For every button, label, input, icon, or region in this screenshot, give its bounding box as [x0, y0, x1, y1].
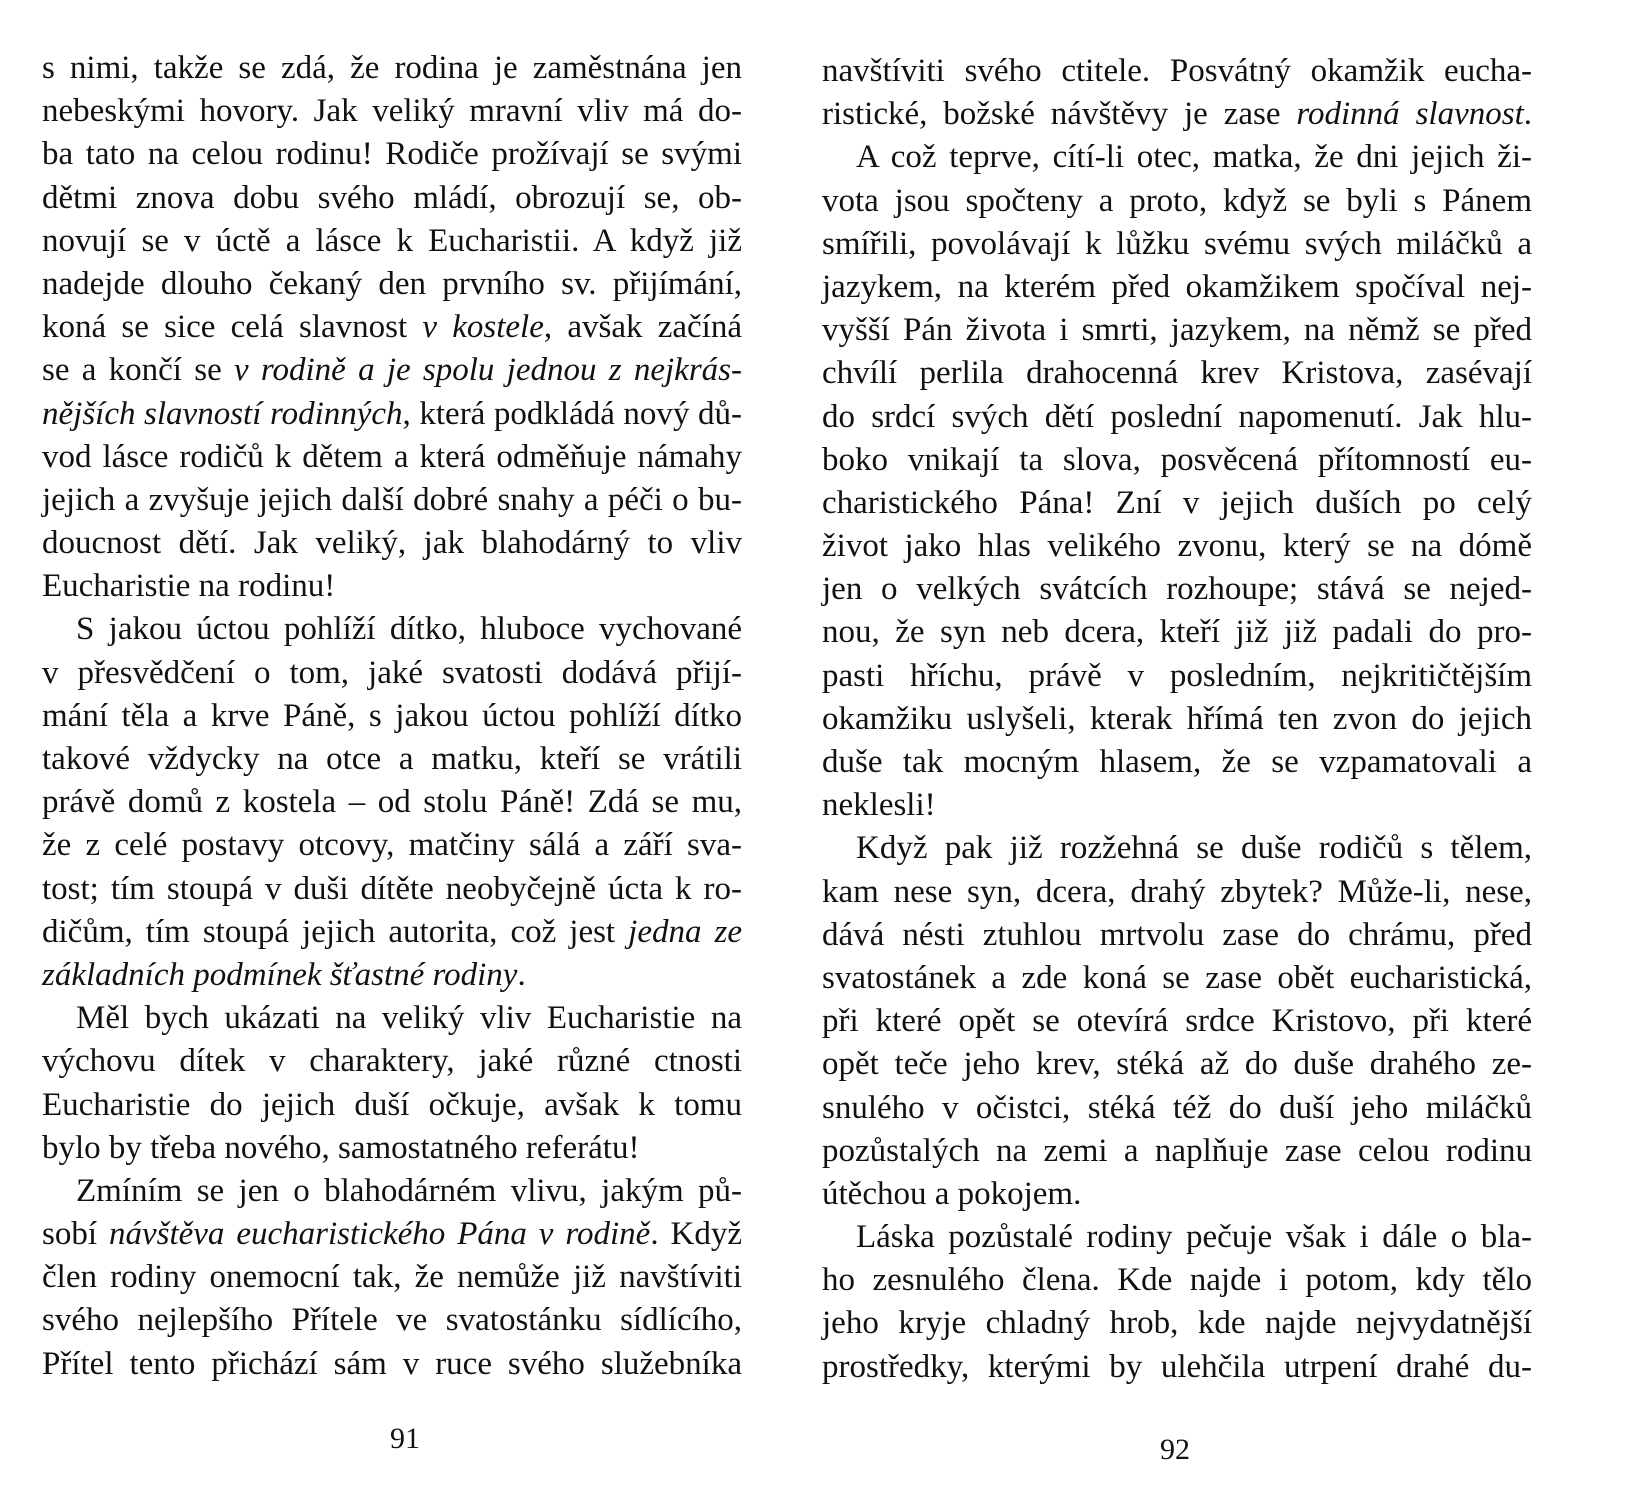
text-line: [42, 1084, 742, 1127]
text-segment: bylo by třeba nového, samostatného referátu!: [42, 1129, 640, 1166]
text-line-content: [42, 1084, 742, 1127]
text-segment: navštíviti svého ctitele. Posvátný okamžik eucha-: [822, 53, 1532, 89]
text-segment: svého nejlepšího Přítele ve svatostánku sídlícího,: [42, 1302, 742, 1339]
text-segment: neklesli!: [822, 787, 936, 824]
text-line: [822, 1302, 1532, 1345]
text-line: [822, 1043, 1532, 1086]
text-line-content: [42, 522, 742, 565]
text-line-content: [856, 1216, 1532, 1259]
text-line-content: [822, 698, 1532, 741]
text-segment: prostředky, kterými by ulehčila utrpení drahé du-: [822, 1348, 1532, 1385]
text-line: [42, 1170, 742, 1213]
italic-text: rodinná slavnost: [1296, 96, 1524, 133]
text-line: [42, 954, 742, 997]
text-segment: Láska pozůstalé rodiny pečuje však i dále o bla-: [856, 1219, 1532, 1256]
text-line-content: [42, 177, 742, 220]
text-line: [42, 1127, 742, 1170]
text-line-content: [856, 827, 1532, 870]
text-line-content: [42, 652, 742, 695]
text-line-content: [822, 1130, 1532, 1173]
text-segment: dětmi znova dobu svého mládí, obrozují se, ob-: [42, 179, 742, 216]
text-line-content: [822, 309, 1532, 352]
text-segment: do srdcí svých dětí poslední napomenutí. Jak hlu-: [822, 398, 1532, 435]
text-line: [822, 525, 1532, 568]
text-segment: dává nésti ztuhlou mrtvolu zase do chrámu, před: [822, 916, 1532, 953]
text-line-content: [42, 479, 742, 522]
text-line-content: [822, 180, 1532, 223]
text-segment: S jakou úctou pohlíží dítko, hluboce vychované: [76, 611, 742, 648]
text-line-content: [76, 997, 742, 1040]
text-segment: právě domů z kostela – od stolu Páně! Zdá se mu,: [42, 784, 742, 821]
text-line: [822, 957, 1532, 1000]
text-line-content: [42, 1256, 742, 1299]
text-line: [822, 180, 1532, 223]
text-segment: v přesvědčení o tom, jaké svatosti dodává přijí-: [42, 654, 742, 691]
text-line-content: [822, 352, 1532, 395]
text-segment: charistického Pána! Zní v jejich duších po celý: [822, 484, 1532, 521]
italic-text: jedna ze: [628, 913, 743, 950]
italic-text: nějších slavností rodinných: [42, 395, 403, 432]
text-segment: tost; tím stoupá v duši dítěte neobyčejně úcta k ro-: [42, 870, 742, 907]
text-line: [822, 1173, 1532, 1216]
text-segment: Když pak již rozžehná se duše rodičů s tělem,: [856, 830, 1532, 867]
text-line-content: [42, 349, 742, 392]
text-line: [42, 608, 742, 651]
text-segment: Přítel tento přichází sám v ruce svého služebníka: [42, 1345, 742, 1382]
text-line: [42, 1040, 742, 1083]
text-line: [822, 871, 1532, 914]
text-line-content: [822, 1087, 1532, 1130]
text-segment: boko vnikají ta slova, posvěcená přítomností eu-: [822, 441, 1532, 478]
text-segment: Měl bych ukázati na veliký vliv Eucharistie na: [76, 1000, 742, 1037]
text-line-content: [822, 784, 1532, 827]
text-line: [822, 655, 1532, 698]
text-line: [42, 177, 742, 220]
text-line: [42, 47, 742, 90]
text-segment: , avšak začíná: [543, 309, 742, 346]
text-line-content: [42, 393, 742, 436]
text-line-content: [822, 914, 1532, 957]
text-line: [42, 565, 742, 608]
text-line: [822, 784, 1532, 827]
text-segment: , která podkládá nový dů-: [402, 395, 743, 432]
text-segment: Zmíním se jen o blahodárném vlivu, jakým pů-: [76, 1172, 742, 1209]
text-segment: .: [1523, 96, 1532, 133]
text-line: [42, 306, 742, 349]
text-line: [822, 136, 1532, 179]
text-segment: .: [517, 956, 526, 993]
text-line-content: [822, 482, 1532, 525]
text-segment: Eucharistie do jejich duší očkuje, avšak k tomu: [42, 1086, 742, 1123]
text-segment: jazykem, na kterém před okamžikem spočíval nej-: [822, 268, 1532, 305]
text-line: [42, 738, 742, 781]
text-line-content: [42, 1299, 742, 1342]
text-segment: pasti hříchu, právě v posledním, nejkritičtějším: [822, 657, 1532, 694]
text-line-content: [42, 738, 742, 781]
text-segment: doucnost dětí. Jak veliký, jak blahodárný to vliv: [42, 525, 742, 562]
text-line-content: [42, 781, 742, 824]
text-line-content: [42, 133, 742, 176]
text-line-content: [822, 439, 1532, 482]
text-line-content: [42, 1213, 742, 1256]
text-line: [822, 698, 1532, 741]
text-segment: opět teče jeho krev, stéká až do duše drahého ze-: [822, 1046, 1532, 1083]
text-line: [42, 868, 742, 911]
text-line: [822, 827, 1532, 870]
text-line: [42, 90, 742, 133]
text-line: [42, 393, 742, 436]
text-line: [42, 911, 742, 954]
text-line: [42, 522, 742, 565]
text-segment: duše tak mocným hlasem, že se vzpamatovali a: [822, 744, 1532, 780]
text-line: [822, 93, 1532, 136]
text-line-content: [822, 568, 1532, 611]
text-line: [822, 914, 1532, 957]
text-line: [822, 223, 1532, 266]
text-line-content: [822, 1259, 1532, 1302]
text-segment: mání těla a krve Páně, s jakou úctou pohlíží dítko: [42, 697, 742, 734]
text-segment: nou, že syn neb dcera, kteří již již padali do pro-: [822, 614, 1532, 651]
text-line-content: [822, 1173, 1532, 1216]
italic-text: v kostele: [422, 309, 544, 346]
text-line: [822, 352, 1532, 395]
text-segment: novují se v úctě a lásce k Eucharistii. A když již: [42, 222, 742, 259]
text-segment: člen rodiny onemocní tak, že nemůže již navštíviti: [42, 1259, 742, 1296]
text-segment: A což teprve, cítí-li otec, matka, že dni jejich ži-: [856, 139, 1532, 176]
text-line-content: [42, 1127, 742, 1170]
italic-text: v rodině a je spolu jednou z nejkrás-: [233, 352, 742, 389]
text-column: [42, 47, 742, 1386]
text-segment: při které opět se otevírá srdce Kristovo, při které: [822, 1003, 1532, 1040]
text-line: [822, 309, 1532, 352]
text-line: [822, 266, 1532, 309]
text-line-content: [42, 220, 742, 263]
text-segment: koná se sice celá slavnost: [42, 309, 423, 346]
text-segment: se a končí se: [42, 352, 234, 389]
text-segment: vota jsou spočteny a proto, když se byli s Pánem: [822, 182, 1532, 219]
text-line-content: [42, 565, 742, 608]
text-line: [42, 133, 742, 176]
text-line: [42, 263, 742, 306]
text-segment: kam nese syn, dcera, drahý zbytek? Může-li, nese,: [822, 873, 1532, 910]
text-segment: nadejde dlouho čekaný den prvního sv. přijímání,: [42, 265, 742, 302]
text-line-content: [822, 1302, 1532, 1345]
text-line-content: [822, 50, 1532, 93]
text-segment: s nimi, takže se zdá, že rodina je zaměstnána jen: [42, 50, 742, 86]
text-line: [822, 1346, 1532, 1389]
text-column: [822, 50, 1532, 1389]
text-line-content: [822, 871, 1532, 914]
text-segment: Eucharistie na rodinu!: [42, 568, 336, 605]
text-segment: že z celé postavy otcovy, matčiny sálá a září sva-: [42, 827, 742, 864]
text-line-content: [822, 1000, 1532, 1043]
text-segment: dičům, tím stoupá jejich autorita, což jest: [42, 913, 629, 950]
text-segment: útěchou a pokojem.: [822, 1175, 1082, 1212]
text-line-content: [42, 954, 742, 997]
page-number: 92: [1160, 1433, 1190, 1466]
text-line-content: [42, 90, 742, 133]
text-line-content: [42, 1040, 742, 1083]
text-line: [42, 436, 742, 479]
text-segment: svatostánek a zde koná se zase obět eucharistická,: [822, 959, 1532, 996]
page-left: [0, 0, 800, 1500]
text-line: [42, 997, 742, 1040]
text-line: [822, 396, 1532, 439]
text-line-content: [42, 306, 742, 349]
text-line-content: [76, 1170, 742, 1213]
text-segment: pozůstalých na zemi a naplňuje zase celou rodinu: [822, 1132, 1532, 1169]
text-line-content: [822, 525, 1532, 568]
text-line: [822, 611, 1532, 654]
text-line: [42, 220, 742, 263]
text-line: [822, 1130, 1532, 1173]
text-segment: vyšší Pán života i smrti, jazykem, na němž se před: [822, 312, 1532, 349]
text-segment: okamžiku uslyšeli, kterak hřímá ten zvon do jejich: [822, 700, 1532, 737]
text-segment: . Když: [650, 1216, 742, 1253]
text-line: [822, 482, 1532, 525]
text-line-content: [822, 611, 1532, 654]
text-line: [42, 1299, 742, 1342]
text-line-content: [42, 47, 742, 90]
text-segment: nebeskými hovory. Jak veliký mravní vliv má do-: [42, 93, 742, 130]
text-line-content: [822, 741, 1532, 784]
text-line: [822, 1000, 1532, 1043]
text-segment: vod lásce rodičů k dětem a která odměňuje námahy: [42, 438, 742, 475]
text-line: [42, 479, 742, 522]
text-line: [42, 1213, 742, 1256]
text-line: [822, 568, 1532, 611]
page-number: 91: [390, 1422, 420, 1455]
text-line-content: [42, 868, 742, 911]
text-segment: sobí: [42, 1216, 109, 1253]
text-segment: smířili, povolávají k lůžku svému svých miláčků a: [822, 225, 1532, 262]
text-line-content: [42, 824, 742, 867]
text-line-content: [822, 266, 1532, 309]
text-line-content: [42, 695, 742, 738]
text-segment: jen o velkých svátcích rozhoupe; stává se nejed-: [822, 571, 1532, 608]
text-line-content: [42, 263, 742, 306]
text-segment: chvílí perlila drahocenná krev Kristova, zasévají: [822, 355, 1532, 392]
text-line: [42, 1256, 742, 1299]
text-line: [822, 1259, 1532, 1302]
text-line: [42, 349, 742, 392]
text-segment: ho zesnulého člena. Kde najde i potom, kdy tělo: [822, 1262, 1532, 1299]
text-line-content: [42, 1343, 742, 1386]
text-line-content: [822, 957, 1532, 1000]
page-right: [800, 0, 1652, 1500]
text-line-content: [822, 93, 1532, 136]
text-line: [42, 824, 742, 867]
text-line-content: [822, 1043, 1532, 1086]
text-line: [42, 695, 742, 738]
text-segment: výchovu dítek v charaktery, jaké různé ctnosti: [42, 1043, 742, 1080]
text-line: [822, 1216, 1532, 1259]
text-segment: jeho kryje chladný hrob, kde najde nejvydatnější: [822, 1305, 1532, 1342]
text-line: [822, 50, 1532, 93]
text-line-content: [42, 436, 742, 479]
text-segment: ba tato na celou rodinu! Rodiče prožívají se svými: [42, 136, 742, 173]
text-line: [42, 781, 742, 824]
text-line: [822, 741, 1532, 784]
text-line-content: [856, 136, 1532, 179]
text-segment: jejich a zvyšuje jejich další dobré snahy a péči o bu-: [42, 481, 742, 518]
text-line-content: [42, 911, 742, 954]
text-line-content: [822, 655, 1532, 698]
text-line: [42, 652, 742, 695]
text-line: [822, 1087, 1532, 1130]
text-line-content: [822, 1346, 1532, 1389]
text-segment: ristické, božské návštěvy je zase: [822, 96, 1297, 133]
text-line: [822, 439, 1532, 482]
text-segment: snulého v očistci, stéká též do duší jeho miláčků: [822, 1089, 1532, 1126]
italic-text: základních podmínek šťastné rodiny: [42, 956, 518, 993]
text-segment: takové vždycky na otce a matku, kteří se vrátili: [42, 741, 742, 777]
text-line-content: [822, 223, 1532, 266]
text-line-content: [76, 608, 742, 651]
text-segment: život jako hlas velikého zvonu, který se na dómě: [822, 528, 1532, 565]
text-line: [42, 1343, 742, 1386]
text-line-content: [822, 396, 1532, 439]
italic-text: návštěva eucharistického Pána v rodině: [108, 1216, 651, 1253]
